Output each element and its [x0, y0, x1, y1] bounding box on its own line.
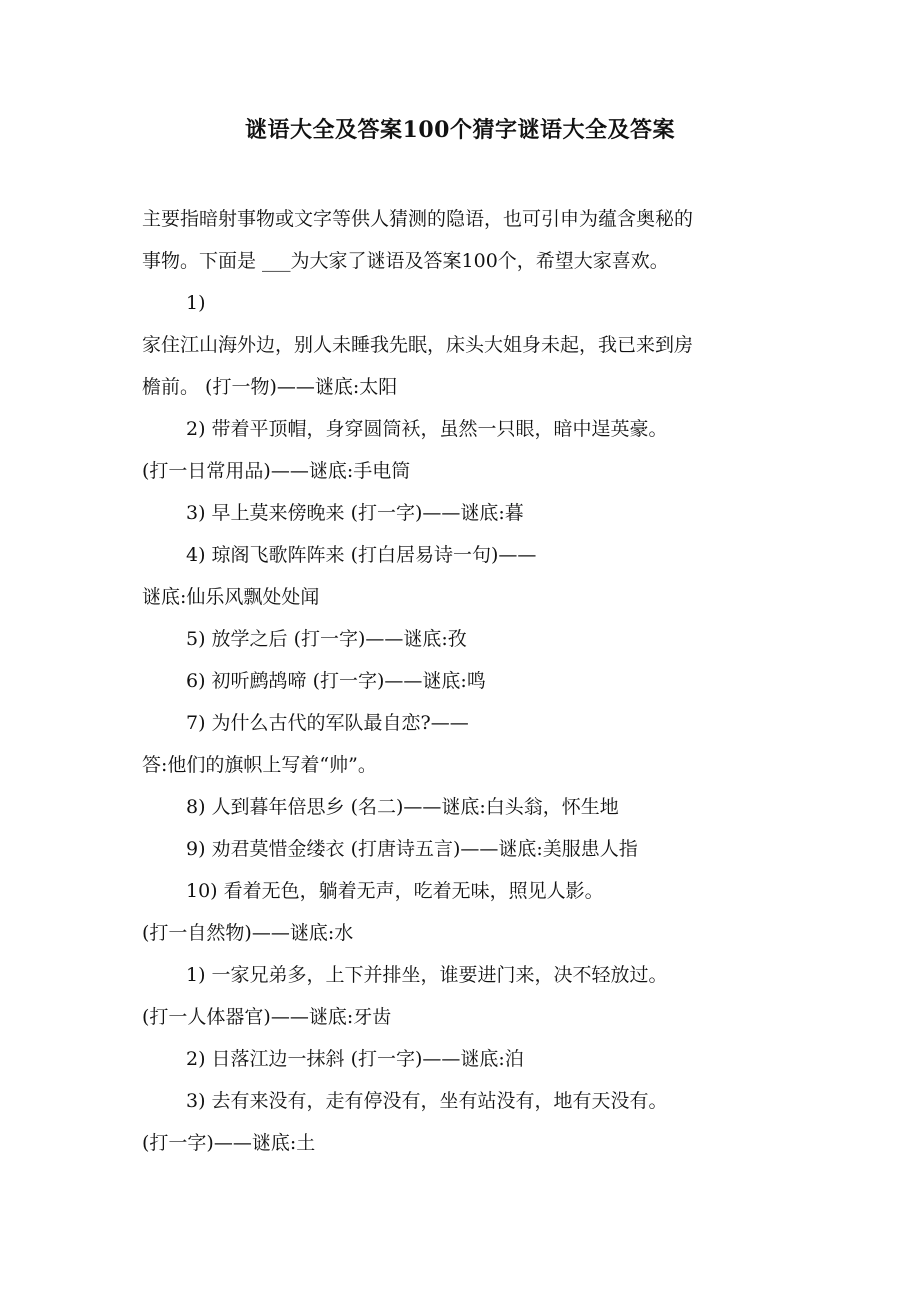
riddle-line: 7) 为什么古代的军队最自恋?—— — [186, 712, 469, 734]
riddle-line: 4) 琼阁飞歌阵阵来 (打白居易诗一句)—— — [186, 544, 537, 566]
riddle-answer-line: 谜底:仙乐风飘处处闻 — [142, 586, 320, 608]
paragraph-line: 事物。下面是 ___为大家了谜语及答案100个，希望大家喜欢。 — [142, 250, 669, 272]
riddle-line: 2) 日落江边一抹斜 (打一字)——谜底:泊 — [186, 1048, 524, 1070]
riddle-answer-line: 答:他们的旗帜上写着“帅”。 — [142, 754, 377, 776]
riddle-line: 家住江山海外边，别人未睡我先眠，床头大姐身未起，我已来到房 — [142, 334, 694, 356]
riddle-line: 8) 人到暮年倍思乡 (名二)——谜底:白头翁，怀生地 — [186, 796, 619, 818]
riddle-line: 5) 放学之后 (打一字)——谜底:孜 — [186, 628, 467, 650]
riddle-answer-line: (打一人体器官)——谜底:牙齿 — [142, 1006, 392, 1028]
riddle-line: 1) 一家兄弟多，上下并排坐，谁要进门来，决不轻放过。 — [186, 964, 668, 986]
riddle-answer-line: (打一日常用品)——谜底:手电筒 — [142, 460, 411, 482]
riddle-answer-line: (打一自然物)——谜底:水 — [142, 922, 354, 944]
riddle-number: 1) — [186, 292, 206, 314]
document-title: 谜语大全及答案100个猜字谜语大全及答案 — [245, 117, 675, 143]
riddle-line: 10) 看着无色，躺着无声，吃着无味，照见人影。 — [186, 880, 604, 902]
riddle-answer-line: 檐前。 (打一物)——谜底:太阳 — [142, 376, 398, 398]
document-body — [142, 198, 782, 1164]
riddle-line: 9) 劝君莫惜金缕衣 (打唐诗五言)——谜底:美服患人指 — [186, 838, 638, 860]
riddle-line: 3) 去有来没有，走有停没有，坐有站没有，地有天没有。 — [186, 1090, 668, 1112]
paragraph-line: 主要指暗射事物或文字等供人猜测的隐语，也可引申为蕴含奥秘的 — [142, 208, 694, 230]
riddle-line: 3) 早上莫来傍晚来 (打一字)——谜底:暮 — [186, 502, 524, 524]
riddle-line: 2) 带着平顶帽，身穿圆筒袄，虽然一只眼，暗中逞英豪。 — [186, 418, 668, 440]
riddle-line: 6) 初听鹧鸪啼 (打一字)——谜底:鸣 — [186, 670, 486, 692]
riddle-answer-line: (打一字)——谜底:土 — [142, 1132, 316, 1154]
